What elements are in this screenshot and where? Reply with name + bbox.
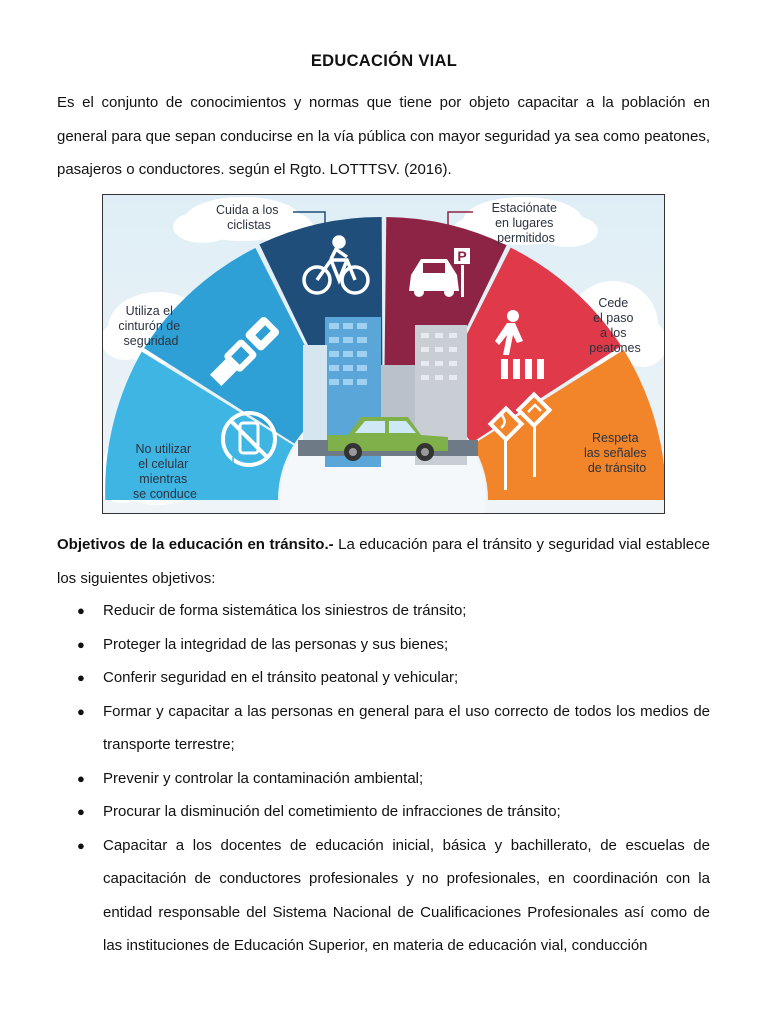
objectives-intro: La educación para el tránsito y seguridad vial establece los siguientes objetivos: (57, 536, 710, 587)
bullet-icon: ● (77, 770, 85, 786)
intro-paragraph: Es el conjunto de conocimientos y normas que tiene por objeto capacitar a la población en general para que sepan conducirse en la vía pública con mayor seguridad ya sea como peatones, pasajeros o conductores. según el Rgto. LOTTTSV. (2016). (57, 94, 710, 178)
list-item-text: Capacitar a los docentes de educación inicial, básica y bachillerato, de escuelas de capacitación de conductores profesionales y no profesionales, en coordinación con la entidad responsable del Sistema Nacional de Cualificaciones Profesionales así como de las instituciones de Educación Superior, en materia de educación vial, conducción (103, 836, 710, 954)
list-item (57, 795, 710, 829)
list-item-text: Procurar la disminución del cometimiento de infracciones de tránsito; (103, 803, 561, 820)
list-item (57, 695, 710, 762)
bullet-icon: ● (77, 670, 85, 685)
label-peatones: Cede el paso a los peatones (589, 296, 641, 355)
list-item-text: Prevenir y controlar la contaminación ambiental; (103, 769, 424, 787)
list-item (57, 628, 710, 662)
bullet-icon: ● (77, 603, 85, 618)
bullet-icon: ● (77, 703, 85, 719)
objectives-list (57, 594, 710, 963)
bullet-icon: ● (77, 804, 85, 819)
infographic-svg (103, 195, 664, 513)
road-safety-infographic (102, 194, 665, 514)
label-cinturon: Utiliza el cinturón de seguridad (118, 304, 181, 348)
list-item (57, 594, 710, 628)
parking-sign-letter: P (457, 248, 467, 264)
objectives-heading: Objetivos de la educación en tránsito.- (57, 536, 334, 553)
label-ciclistas: Cuida a los ciclistas (215, 203, 279, 232)
list-item (57, 762, 710, 796)
list-item (57, 661, 710, 695)
label-estacionate: Estaciónate en lugares permitidos (491, 201, 557, 245)
bullet-icon: ● (77, 837, 85, 853)
list-item (57, 829, 710, 963)
label-senales: Respeta las señales de tránsito (583, 431, 647, 475)
label-celular: No utilizar el celular mientras se conduce (133, 442, 197, 501)
list-item-text: Formar y capacitar a las personas en general para el uso correcto de todos los medios de transporte terrestre; (103, 702, 710, 753)
page-title: EDUCACIÓN VIAL (310, 52, 458, 70)
bullet-icon: ● (77, 636, 85, 652)
objectives-paragraph (57, 528, 710, 595)
list-item-text: Reducir de forma sistemática los siniestros de tránsito; (103, 602, 467, 619)
list-item-text: Proteger la integridad de las personas y sus bienes; (103, 635, 449, 653)
list-item-text: Conferir seguridad en el tránsito peatonal y vehicular; (103, 669, 459, 686)
